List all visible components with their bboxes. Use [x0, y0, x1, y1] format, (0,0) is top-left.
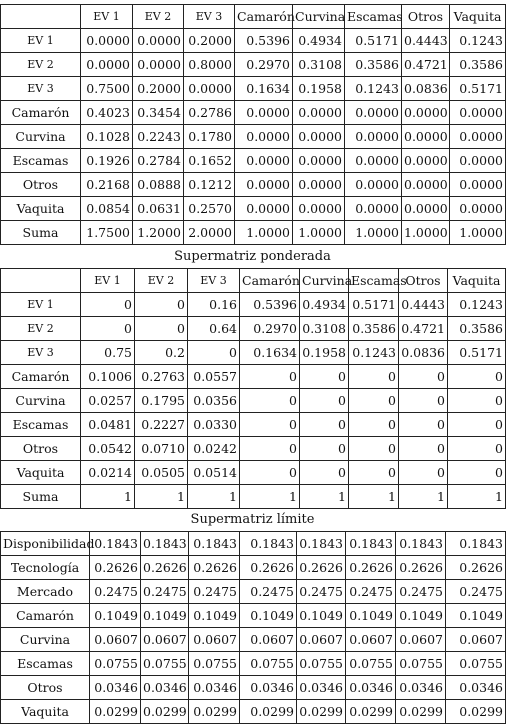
table-cell: 0.1049: [189, 604, 240, 628]
table-cell: 0.3454: [133, 101, 184, 125]
table-cell: 0.1634: [235, 77, 293, 101]
table-cell: 0.0346: [446, 676, 506, 700]
table-cell: 0.4721: [402, 53, 450, 77]
table-cell: 0.1843: [90, 532, 141, 556]
table-cell: 0.5171: [349, 293, 399, 317]
table-cell: 0.1049: [297, 604, 346, 628]
table-cell: 0.0000: [235, 173, 293, 197]
table-cell: 0: [240, 437, 300, 461]
table-cell: 0: [399, 389, 448, 413]
table-cell: 0.0836: [399, 341, 448, 365]
table-cell: 0.8000: [184, 53, 235, 77]
weighted-supermatrix-table: [0, 268, 506, 509]
table-cell: 0.0346: [396, 676, 446, 700]
table-cell: 0.1243: [448, 293, 506, 317]
table-cell: 0: [448, 389, 506, 413]
column-header: EV 3: [188, 269, 240, 293]
column-header: Otros: [399, 269, 448, 293]
table-cell: 0: [81, 293, 135, 317]
table-cell: 0.0000: [345, 173, 402, 197]
table-cell: 0.4721: [399, 317, 448, 341]
table-cell: 0: [399, 365, 448, 389]
table-cell: 0.0607: [141, 628, 189, 652]
table-cell: 0.0000: [133, 29, 184, 53]
table-row: [1, 700, 506, 724]
table-cell: 0.0557: [188, 365, 240, 389]
table-cell: 0.0000: [293, 125, 345, 149]
table-cell: 0.1634: [240, 341, 300, 365]
table-cell: 0.0505: [135, 461, 188, 485]
table-cell: 0.0755: [346, 652, 396, 676]
table-row: [1, 556, 506, 580]
table-cell: 0.0000: [345, 149, 402, 173]
table-cell: 0.4934: [293, 29, 345, 53]
row-label: Vaquita: [1, 197, 81, 221]
table-cell: 0.0000: [402, 125, 450, 149]
table-cell: 1.0000: [402, 221, 450, 245]
table-cell: 0.3586: [349, 317, 399, 341]
table-cell: 0.0000: [402, 173, 450, 197]
column-header: [1, 5, 81, 29]
table-cell: 0.2243: [133, 125, 184, 149]
table-cell: 0.1843: [141, 532, 189, 556]
table-cell: 0: [240, 389, 300, 413]
table-cell: 0.2626: [189, 556, 240, 580]
table-cell: 0: [300, 389, 349, 413]
table-cell: 0.5171: [450, 77, 506, 101]
row-label: Suma: [1, 221, 81, 245]
table-cell: 0: [448, 437, 506, 461]
table-row: [1, 413, 506, 437]
table-cell: 0.0755: [189, 652, 240, 676]
table-row: [1, 53, 506, 77]
table-cell: 0.1958: [293, 77, 345, 101]
table-cell: 0.0000: [450, 125, 506, 149]
table-cell: 1: [349, 485, 399, 509]
table-cell: 0.1028: [81, 125, 133, 149]
table-cell: 0.2475: [396, 580, 446, 604]
column-header: EV 1: [81, 5, 133, 29]
table-cell: 1.0000: [345, 221, 402, 245]
table-cell: 0: [240, 365, 300, 389]
table-row: [1, 461, 506, 485]
table-cell: 0: [399, 413, 448, 437]
row-label: EV 3: [1, 341, 81, 365]
table-cell: 0.2000: [133, 77, 184, 101]
row-label: Otros: [1, 437, 81, 461]
table-cell: 1: [300, 485, 349, 509]
table-cell: 2.0000: [184, 221, 235, 245]
supermatrix-table: [0, 4, 506, 245]
table-row: [1, 580, 506, 604]
table-cell: 0: [448, 413, 506, 437]
column-header: EV 3: [184, 5, 235, 29]
table-cell: 0.2475: [240, 580, 297, 604]
table-cell: 0.0607: [240, 628, 297, 652]
row-label: Escamas: [1, 652, 90, 676]
table-row: [1, 221, 506, 245]
row-label: Camarón: [1, 604, 90, 628]
table-cell: 0.0514: [188, 461, 240, 485]
table-cell: 0: [349, 413, 399, 437]
table-cell: 0.7500: [81, 77, 133, 101]
column-header: EV 1: [81, 269, 135, 293]
table-row: [1, 173, 506, 197]
table-cell: 0.1243: [345, 77, 402, 101]
table-cell: 1: [135, 485, 188, 509]
table-cell: 0: [188, 341, 240, 365]
table-cell: 0.2475: [346, 580, 396, 604]
table-cell: 0.4023: [81, 101, 133, 125]
table-cell: 0.2570: [184, 197, 235, 221]
table-cell: 0.0257: [81, 389, 135, 413]
supermatrix-table-section: [0, 4, 505, 245]
table-cell: 0.0330: [188, 413, 240, 437]
table-cell: 0: [81, 317, 135, 341]
table-cell: 0: [349, 461, 399, 485]
table-cell: 0.2626: [297, 556, 346, 580]
table-cell: 1: [81, 485, 135, 509]
limit-supermatrix-table: [0, 531, 506, 724]
table-cell: 0.0607: [90, 628, 141, 652]
table-row: [1, 149, 506, 173]
table-row: [1, 437, 506, 461]
column-header: Vaquita: [448, 269, 506, 293]
column-header: Otros: [402, 5, 450, 29]
table-cell: 0.1843: [297, 532, 346, 556]
table-cell: 0.1652: [184, 149, 235, 173]
table-cell: 0.0299: [240, 700, 297, 724]
table-cell: 0.5171: [345, 29, 402, 53]
table-cell: 0.2475: [297, 580, 346, 604]
table-cell: 0.0000: [293, 173, 345, 197]
table-cell: 0.0710: [135, 437, 188, 461]
table-cell: 0.0000: [450, 149, 506, 173]
table-cell: 1.0000: [450, 221, 506, 245]
header-row: [1, 269, 506, 293]
table-cell: 0.2475: [189, 580, 240, 604]
table-cell: 0: [300, 437, 349, 461]
table-cell: 0.2626: [396, 556, 446, 580]
table-cell: 0.2626: [446, 556, 506, 580]
header-row: [1, 5, 506, 29]
row-label: Suma: [1, 485, 81, 509]
table-row: [1, 365, 506, 389]
table-cell: 0.16: [188, 293, 240, 317]
table-row: [1, 604, 506, 628]
table-cell: 0.0000: [81, 53, 133, 77]
table-row: [1, 389, 506, 413]
table-cell: 0.0000: [402, 101, 450, 125]
table-row: [1, 29, 506, 53]
table-cell: 0.0755: [446, 652, 506, 676]
table-row: [1, 532, 506, 556]
table-cell: 0.2784: [133, 149, 184, 173]
table-row: [1, 77, 506, 101]
table-cell: 0.0346: [297, 676, 346, 700]
row-label: Vaquita: [1, 700, 90, 724]
table-row: [1, 652, 506, 676]
table-row: [1, 485, 506, 509]
table-cell: 0: [240, 413, 300, 437]
table-cell: 0.1243: [349, 341, 399, 365]
table-cell: 0.0356: [188, 389, 240, 413]
table-cell: 0: [448, 461, 506, 485]
table-cell: 0.0854: [81, 197, 133, 221]
table-cell: 0.1049: [396, 604, 446, 628]
column-header: Curvina: [300, 269, 349, 293]
table-cell: 0.0607: [346, 628, 396, 652]
table-cell: 0.2475: [141, 580, 189, 604]
table-cell: 0.2626: [346, 556, 396, 580]
table-row: [1, 341, 506, 365]
column-header: [1, 269, 81, 293]
limit-supermatrix-section: [0, 531, 505, 724]
table-cell: 0: [135, 317, 188, 341]
table-cell: 0.2626: [90, 556, 141, 580]
weighted-supermatrix-title: Supermatriz ponderada: [174, 249, 331, 264]
row-label: Camarón: [1, 365, 81, 389]
table-cell: 0.0346: [189, 676, 240, 700]
row-label: EV 2: [1, 317, 81, 341]
table-cell: 0.2786: [184, 101, 235, 125]
column-header: Camarón: [235, 5, 293, 29]
table-cell: 1.7500: [81, 221, 133, 245]
table-row: [1, 628, 506, 652]
table-cell: 0.1049: [141, 604, 189, 628]
table-cell: 0.0299: [141, 700, 189, 724]
table-cell: 0.2000: [184, 29, 235, 53]
table-cell: 0.5396: [235, 29, 293, 53]
table-cell: 0.0346: [346, 676, 396, 700]
table-cell: 0.2970: [235, 53, 293, 77]
table-cell: 0.0607: [297, 628, 346, 652]
table-row: [1, 317, 506, 341]
row-label: Curvina: [1, 389, 81, 413]
table-cell: 0.3586: [448, 317, 506, 341]
table-cell: 0.0299: [346, 700, 396, 724]
table-cell: 0.0000: [184, 77, 235, 101]
row-label: Escamas: [1, 413, 81, 437]
row-label: Tecnología: [1, 556, 90, 580]
table-cell: 0.1926: [81, 149, 133, 173]
row-label: EV 2: [1, 53, 81, 77]
table-cell: 0.1958: [300, 341, 349, 365]
table-cell: 0.0346: [240, 676, 297, 700]
table-cell: 0.0299: [90, 700, 141, 724]
table-cell: 0.0000: [235, 197, 293, 221]
table-cell: 0.0000: [450, 101, 506, 125]
table-cell: 0.1780: [184, 125, 235, 149]
table-cell: 1: [399, 485, 448, 509]
table-row: [1, 197, 506, 221]
table-cell: 0.0299: [297, 700, 346, 724]
table-cell: 0.3586: [450, 53, 506, 77]
table-cell: 0.0000: [450, 173, 506, 197]
table-cell: 0.0755: [240, 652, 297, 676]
column-header: Vaquita: [450, 5, 506, 29]
table-cell: 0.1843: [189, 532, 240, 556]
table-cell: 0.4934: [300, 293, 349, 317]
table-cell: 0.0755: [141, 652, 189, 676]
table-cell: 0.4443: [402, 29, 450, 53]
table-cell: 0.0888: [133, 173, 184, 197]
table-cell: 0.0242: [188, 437, 240, 461]
table-cell: 0.0000: [345, 125, 402, 149]
table-cell: 0.2168: [81, 173, 133, 197]
table-cell: 1.2000: [133, 221, 184, 245]
table-cell: 0.0755: [396, 652, 446, 676]
table-cell: 0.2763: [135, 365, 188, 389]
table-cell: 0.0000: [81, 29, 133, 53]
row-label: Curvina: [1, 125, 81, 149]
row-label: Otros: [1, 173, 81, 197]
table-cell: 0.0836: [402, 77, 450, 101]
table-row: [1, 125, 506, 149]
table-cell: 0.0000: [293, 149, 345, 173]
column-header: Escamas: [349, 269, 399, 293]
row-label: Curvina: [1, 628, 90, 652]
table-cell: 0.0299: [396, 700, 446, 724]
table-cell: 0: [300, 365, 349, 389]
row-label: Otros: [1, 676, 90, 700]
table-cell: 0.2626: [141, 556, 189, 580]
column-header: EV 2: [135, 269, 188, 293]
table-cell: 0.2227: [135, 413, 188, 437]
table-cell: 0.0000: [293, 197, 345, 221]
table-cell: 0: [300, 461, 349, 485]
table-cell: 0.0000: [345, 101, 402, 125]
row-label: Mercado: [1, 580, 90, 604]
table-cell: 0.75: [81, 341, 135, 365]
table-cell: 0.0000: [402, 197, 450, 221]
table-cell: 0: [300, 413, 349, 437]
row-label: EV 1: [1, 293, 81, 317]
table-cell: 0.0607: [396, 628, 446, 652]
table-cell: 0.5171: [448, 341, 506, 365]
table-cell: 0.0755: [90, 652, 141, 676]
table-cell: 0.0542: [81, 437, 135, 461]
table-cell: 0.0000: [402, 149, 450, 173]
column-header: Camarón: [240, 269, 300, 293]
table-cell: 0.0000: [235, 125, 293, 149]
table-cell: 0.0214: [81, 461, 135, 485]
table-cell: 0.0000: [133, 53, 184, 77]
column-header: Curvina: [293, 5, 345, 29]
table-cell: 0.1049: [90, 604, 141, 628]
table-cell: 0.0000: [235, 149, 293, 173]
table-cell: 0.2475: [446, 580, 506, 604]
table-cell: 1: [448, 485, 506, 509]
table-cell: 0.0607: [189, 628, 240, 652]
column-header: Escamas: [345, 5, 402, 29]
table-cell: 0.0755: [297, 652, 346, 676]
table-cell: 0: [349, 365, 399, 389]
table-cell: 0.64: [188, 317, 240, 341]
table-cell: 0.0346: [141, 676, 189, 700]
table-cell: 0.1843: [446, 532, 506, 556]
table-cell: 0: [399, 461, 448, 485]
table-cell: 0.3586: [345, 53, 402, 77]
table-cell: 0.0000: [293, 101, 345, 125]
table-cell: 0.3108: [293, 53, 345, 77]
table-cell: 0.0000: [235, 101, 293, 125]
row-label: Camarón: [1, 101, 81, 125]
table-cell: 0.1212: [184, 173, 235, 197]
table-cell: 0.1843: [240, 532, 297, 556]
table-row: [1, 676, 506, 700]
table-cell: 0.0481: [81, 413, 135, 437]
table-cell: 0.1843: [346, 532, 396, 556]
table-cell: 0.0346: [90, 676, 141, 700]
table-cell: 1.0000: [235, 221, 293, 245]
row-label: EV 3: [1, 77, 81, 101]
table-cell: 1: [188, 485, 240, 509]
row-label: Vaquita: [1, 461, 81, 485]
table-cell: 0: [448, 365, 506, 389]
table-cell: 0.0631: [133, 197, 184, 221]
column-header: EV 2: [133, 5, 184, 29]
table-cell: 0.2: [135, 341, 188, 365]
table-cell: 0.0299: [446, 700, 506, 724]
table-cell: 0.1243: [450, 29, 506, 53]
table-cell: 0.1006: [81, 365, 135, 389]
table-cell: 0.2626: [240, 556, 297, 580]
table-cell: 0.0000: [345, 197, 402, 221]
table-row: [1, 101, 506, 125]
table-cell: 0.5396: [240, 293, 300, 317]
table-cell: 0.1049: [446, 604, 506, 628]
row-label: EV 1: [1, 29, 81, 53]
limit-supermatrix-title: Supermatriz límite: [190, 512, 315, 527]
table-cell: 0: [240, 461, 300, 485]
row-label: Escamas: [1, 149, 81, 173]
table-row: [1, 293, 506, 317]
table-cell: 0.0000: [450, 197, 506, 221]
table-cell: 0.0299: [189, 700, 240, 724]
table-cell: 0: [135, 293, 188, 317]
weighted-supermatrix-section: [0, 268, 505, 509]
table-cell: 0.1049: [346, 604, 396, 628]
table-cell: 0.0607: [446, 628, 506, 652]
table-cell: 0.1049: [240, 604, 297, 628]
table-cell: 0.2970: [240, 317, 300, 341]
table-cell: 0.2475: [90, 580, 141, 604]
table-cell: 0.4443: [399, 293, 448, 317]
table-cell: 0: [349, 389, 399, 413]
row-label: Disponibilidad: [1, 532, 90, 556]
table-cell: 1: [240, 485, 300, 509]
table-cell: 0.1795: [135, 389, 188, 413]
table-cell: 0: [349, 437, 399, 461]
table-cell: 0.3108: [300, 317, 349, 341]
table-cell: 0: [399, 437, 448, 461]
table-cell: 1.0000: [293, 221, 345, 245]
table-cell: 0.1843: [396, 532, 446, 556]
